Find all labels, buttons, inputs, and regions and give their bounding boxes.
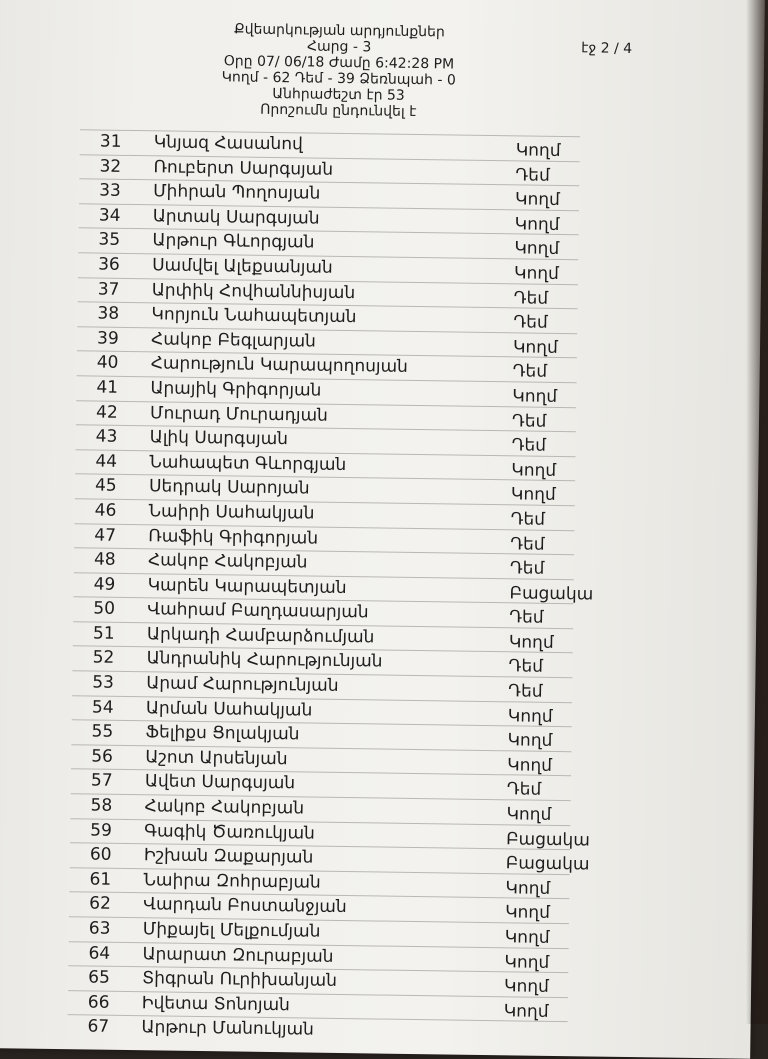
deputy-name: Հարություն Կարապողոսյան — [150, 353, 409, 378]
header-date-time: Օրը 07/ 06/18 Ժամը 6:42:28 PM — [223, 53, 455, 73]
deputy-name: Իշխան Զաքարյան — [143, 845, 314, 868]
deputy-name: Արթուր Գևորգյան — [152, 230, 315, 253]
deputy-name: Մուրադ Մուրադյան — [149, 402, 329, 426]
header-decision: Որոշումն ընդունվել է — [260, 101, 417, 120]
vote-value: Կողմ — [514, 214, 560, 235]
row-number: 33 — [99, 180, 121, 202]
row-number: 59 — [90, 820, 113, 841]
row-number: 65 — [88, 967, 110, 988]
deputy-name: Հակոբ Բեգլարյան — [150, 329, 317, 352]
deputy-name: Հակոբ Հակոբյան — [147, 550, 308, 573]
vote-value: Դեմ — [510, 533, 545, 555]
vote-value: Կողմ — [504, 927, 550, 948]
vote-value: Դեմ — [512, 361, 548, 383]
deputy-name: Ֆելիքս Ցոլակյան — [145, 722, 300, 745]
vote-table — [67, 129, 594, 1046]
header-vote-totals: Կողմ - 62 Դեմ - 39 Ձեռնպահ - 0 — [221, 69, 456, 89]
vote-value: Դեմ — [511, 410, 547, 432]
row-number: 37 — [97, 279, 120, 300]
deputy-name: Սամվել Ալեքսանյան — [152, 255, 333, 278]
deputy-name: Արարատ Զուրաբյան — [142, 943, 334, 967]
deputy-name: Կարեն Կարապետյան — [147, 574, 347, 598]
vote-value: Կողմ — [507, 705, 553, 727]
deputy-name: Արթուր Մանուկյան — [141, 1017, 314, 1040]
row-number: 57 — [90, 770, 113, 792]
row-number: 58 — [90, 795, 113, 816]
vote-value: Կողմ — [508, 632, 554, 653]
vote-value: Դեմ — [508, 681, 543, 702]
row-number: 55 — [91, 721, 114, 743]
row-number: 46 — [94, 500, 117, 521]
deputy-name: Նահապետ Գևորգյան — [149, 451, 347, 475]
row-number: 35 — [98, 229, 121, 251]
vote-value: Դեմ — [511, 435, 547, 456]
row-number: 64 — [88, 943, 111, 964]
header-required: Անհրաժեշտ էր 53 — [272, 85, 405, 104]
page-number: էջ 2 / 4 — [581, 40, 633, 57]
deputy-name: Հակոբ Հակոբյան — [144, 796, 305, 819]
row-number: 53 — [92, 672, 115, 693]
row-number: 40 — [96, 352, 119, 374]
vote-value: Կողմ — [512, 386, 558, 407]
row-number: 38 — [97, 303, 120, 324]
row-number: 43 — [95, 426, 118, 447]
deputy-name: Աշոտ Արսենյան — [145, 747, 288, 770]
row-number: 36 — [98, 254, 120, 275]
deputy-name: Իվետա Տոնոյան — [141, 993, 291, 1016]
header-title: Քվեարկության արդյունքներ — [233, 21, 445, 41]
row-number: 52 — [92, 647, 115, 669]
row-number: 34 — [98, 205, 121, 226]
vote-value: Բացակա — [505, 853, 590, 875]
deputy-name: Արայիկ Գրիգորյան — [150, 378, 322, 401]
vote-value: Կողմ — [513, 263, 559, 284]
edge-shadow — [746, 0, 768, 1024]
vote-value: Դեմ — [509, 558, 545, 579]
row-number: 48 — [93, 549, 116, 570]
vote-value: Բացակա — [509, 583, 594, 605]
vote-value: Կողմ — [514, 238, 560, 260]
vote-value: Կողմ — [507, 755, 553, 776]
vote-value: Դեմ — [515, 164, 550, 186]
vote-value: Կողմ — [506, 804, 552, 825]
vote-value: Կողմ — [514, 189, 561, 211]
deputy-name: Կորյուն Նահապետյան — [151, 304, 357, 328]
row-number: 51 — [92, 623, 115, 644]
deputy-name: Ռաֆիկ Գրիգորյան — [148, 525, 319, 549]
deputy-name: Արման Սահակյան — [145, 697, 313, 721]
row-number: 44 — [95, 451, 118, 472]
header-question: Հարց - 3 — [306, 38, 372, 56]
deputy-name: Ռուբերտ Սարգսյան — [153, 156, 334, 180]
deputy-name: Անդրանիկ Հարությունյան — [146, 648, 383, 673]
row-number: 42 — [95, 402, 118, 423]
vote-value: Դեմ — [506, 779, 542, 801]
row-number: 62 — [89, 893, 112, 915]
vote-value: Դեմ — [509, 607, 544, 629]
vote-value: Կողմ — [511, 460, 557, 481]
deputy-name: Նաիրա Զոհրաբյան — [143, 870, 321, 893]
row-number: 50 — [93, 598, 116, 620]
vote-value: Կողմ — [504, 951, 550, 973]
deputy-name: Արտակ Սարգսյան — [152, 206, 320, 229]
row-number: 31 — [99, 131, 122, 152]
vote-value: Կողմ — [504, 902, 551, 924]
row-number: 45 — [94, 475, 117, 497]
vote-value: Դեմ — [510, 509, 546, 530]
row-number: 67 — [87, 1016, 110, 1038]
deputy-name: Սեդրակ Սարոյան — [148, 476, 310, 499]
deputy-name: Ավետ Սարգսյան — [144, 771, 296, 794]
row-number: 39 — [96, 328, 119, 349]
vote-value: Բացակա — [506, 828, 590, 851]
vote-value: Դեմ — [513, 312, 548, 333]
deputy-name: Կնյազ Հասանով — [153, 132, 303, 155]
vote-value: Դեմ — [508, 656, 544, 678]
deputy-name: Վարդան Բոստանջյան — [143, 894, 347, 918]
row-number: 32 — [99, 156, 122, 177]
deputy-name: Արկադի Համբարձումյան — [146, 624, 375, 648]
vote-value: Կողմ — [510, 484, 556, 506]
row-number: 63 — [88, 918, 111, 939]
row-number: 56 — [91, 746, 114, 767]
row-number: 49 — [93, 574, 116, 595]
row-number: 54 — [91, 697, 114, 718]
deputy-name: Միհրան Պողոսյան — [153, 181, 321, 204]
deputy-name: Միքայել Մելքումյան — [142, 919, 321, 942]
vote-value: Կողմ — [503, 1001, 549, 1022]
deputy-name: Տիգրան Ուրիխանյան — [142, 968, 338, 992]
deputy-name: Ալիկ Սարգսյան — [149, 427, 289, 450]
vote-value: Կողմ — [505, 878, 551, 899]
vote-value: Կողմ — [512, 337, 558, 358]
row-number: 66 — [87, 992, 110, 1013]
deputy-name: Արամ Հարությունյան — [146, 673, 339, 696]
row-number: 60 — [89, 844, 112, 865]
document-header — [188, 21, 489, 121]
deputy-name: Գագիկ Ծառուկյան — [144, 820, 316, 844]
row-number: 61 — [89, 869, 112, 890]
vote-value: Կողմ — [515, 140, 561, 161]
vote-value: Կողմ — [503, 976, 550, 998]
row-number: 47 — [94, 525, 117, 546]
deputy-name: Արփիկ Հովհաննիսյան — [151, 279, 356, 303]
deputy-name: Վահրամ Բաղդասարյան — [147, 599, 369, 623]
row-number: 41 — [96, 377, 119, 398]
vote-value: Դեմ — [513, 287, 549, 309]
deputy-name: Նաիրի Սահակյան — [148, 501, 315, 524]
vote-value: Կողմ — [507, 730, 553, 752]
